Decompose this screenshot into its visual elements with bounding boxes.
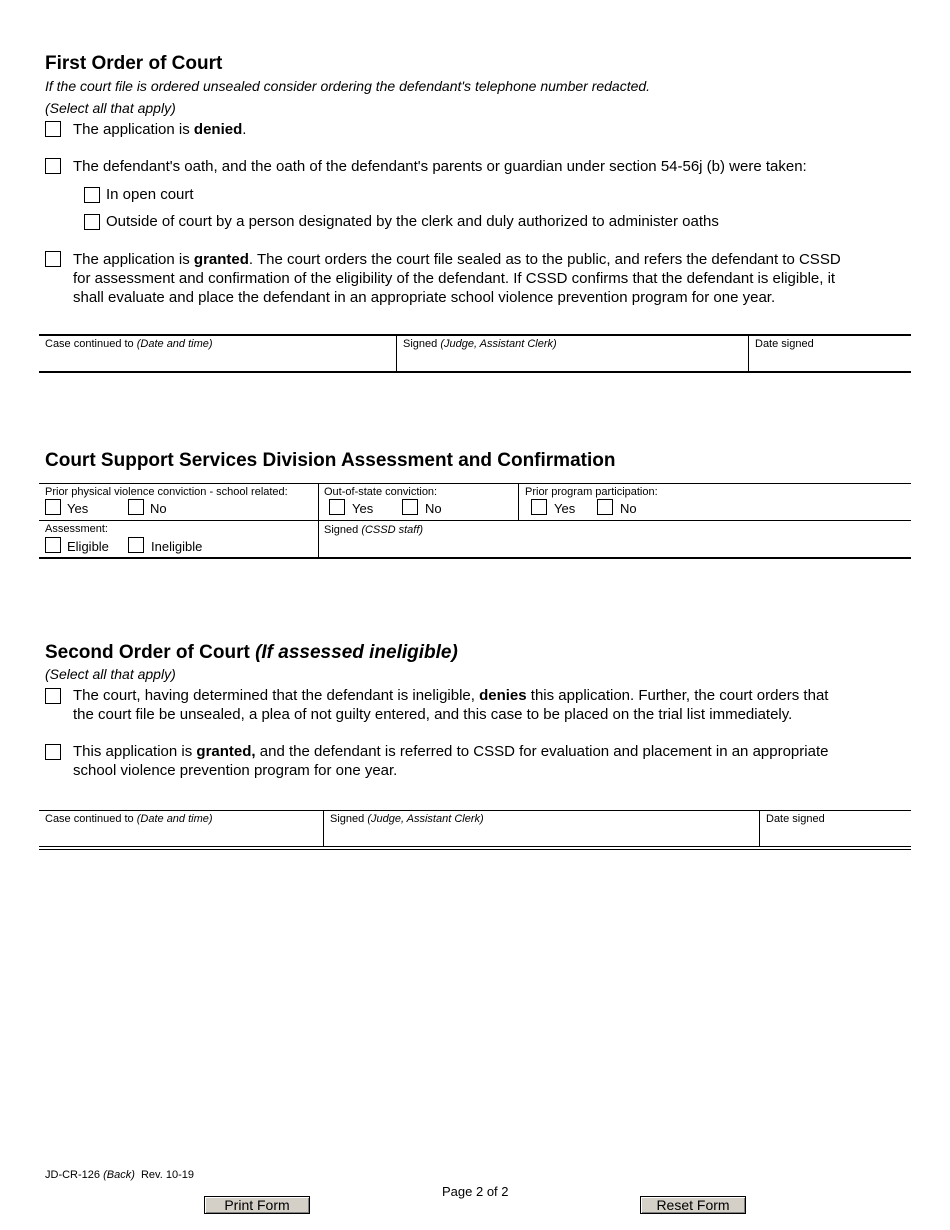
outside-court-checkbox[interactable]: [84, 214, 100, 230]
prior-program-yes-checkbox[interactable]: [531, 499, 547, 515]
sig-row-2-divider: [759, 811, 760, 846]
out-of-state-no-checkbox[interactable]: [402, 499, 418, 515]
sig-row-divider: [748, 336, 749, 371]
judge-signature-field-1[interactable]: Signed (Judge, Assistant Clerk): [403, 338, 557, 350]
reset-form-button[interactable]: Reset Form: [640, 1196, 746, 1214]
first-order-title: First Order of Court: [45, 53, 223, 74]
cssd-bottom-line: [39, 557, 911, 559]
cssd-divider: [318, 484, 319, 557]
out-of-state-yes-checkbox[interactable]: [329, 499, 345, 515]
prior-program-label: Prior program participation:: [525, 486, 658, 498]
out-of-state-yes-label: Yes: [352, 501, 374, 516]
cssd-top-line: [39, 483, 911, 484]
prior-program-no-checkbox[interactable]: [597, 499, 613, 515]
prior-program-yes-label: Yes: [554, 501, 576, 516]
prior-violence-no-checkbox[interactable]: [128, 499, 144, 515]
eligible-checkbox[interactable]: [45, 537, 61, 553]
ineligible-checkbox[interactable]: [128, 537, 144, 553]
case-continued-field-2[interactable]: Case continued to (Date and time): [45, 813, 213, 825]
denied-checkbox[interactable]: [45, 121, 61, 137]
granted-text: The application is granted. The court orders the court file sealed as to the public, and refers the defendant to CSSD for assessment and confirmation of the eligibility of the defendant. If CSSD confirms that the defendant is eligible, it shall evaluate and place the defendant in an appropriate school violence prevention program for one year.: [73, 251, 841, 306]
eligible-label: Eligible: [67, 539, 109, 554]
denies-checkbox[interactable]: [45, 688, 61, 704]
sig-row-divider: [396, 336, 397, 371]
form-id: JD-CR-126 (Back) Rev. 10-19: [45, 1169, 194, 1181]
cssd-signature-field[interactable]: Signed (CSSD staff): [324, 524, 424, 536]
date-signed-field-2[interactable]: Date signed: [766, 813, 825, 825]
open-court-label: In open court: [106, 186, 194, 203]
cssd-title: Court Support Services Division Assessment and Confirmation: [45, 450, 616, 471]
prior-program-no-label: No: [620, 501, 637, 516]
unseal-note: If the court file is ordered unsealed consider ordering the defendant's telephone number redacted.: [45, 78, 651, 94]
out-of-state-no-label: No: [425, 501, 442, 516]
prior-violence-label: Prior physical violence conviction - school related:: [45, 486, 288, 498]
outside-court-label: Outside of court by a person designated by the clerk and duly authorized to administer oaths: [106, 213, 719, 230]
oath-checkbox[interactable]: [45, 158, 61, 174]
judge-signature-field-2[interactable]: Signed (Judge, Assistant Clerk): [330, 813, 484, 825]
granted-2-text: This application is granted, and the defendant is referred to CSSD for evaluation and placement in an appropriate school violence prevention program for one year.: [73, 743, 829, 779]
sig-row-2-divider: [323, 811, 324, 846]
assessment-label: Assessment:: [45, 523, 108, 535]
case-continued-field-1[interactable]: Case continued to (Date and time): [45, 338, 213, 350]
page-number: Page 2 of 2: [442, 1184, 509, 1199]
granted-checkbox[interactable]: [45, 251, 61, 267]
prior-violence-yes-label: Yes: [67, 501, 89, 516]
out-of-state-label: Out-of-state conviction:: [324, 486, 438, 498]
prior-violence-no-label: No: [150, 501, 167, 516]
date-signed-field-1[interactable]: Date signed: [755, 338, 814, 350]
print-form-button[interactable]: Print Form: [204, 1196, 310, 1214]
sig-row-2-bottom-line: [39, 846, 911, 847]
ineligible-label: Ineligible: [151, 539, 203, 554]
second-order-title: Second Order of Court (If assessed ineligible): [45, 642, 458, 663]
granted-2-checkbox[interactable]: [45, 744, 61, 760]
select-all-note: (Select all that apply): [45, 100, 176, 116]
prior-violence-yes-checkbox[interactable]: [45, 499, 61, 515]
denied-text: The application is denied.: [73, 121, 247, 138]
cssd-divider: [518, 484, 519, 520]
open-court-checkbox[interactable]: [84, 187, 100, 203]
sig-row-2-top-line: [39, 810, 911, 811]
cssd-mid-line: [39, 520, 911, 521]
sig-row-bottom-line: [39, 371, 911, 373]
sig-row-2-double-line: [39, 849, 911, 850]
sig-row-top-line: [39, 334, 911, 336]
denies-text: The court, having determined that the defendant is ineligible, denies this application. Further, the court orders that the court file be unsealed, a plea of not guilty entered, and this case to be placed on the trial list immediately.: [73, 687, 829, 723]
oath-text: The defendant's oath, and the oath of the defendant's parents or guardian under section 54-56j (b) were taken:: [73, 158, 807, 175]
select-all-note-2: (Select all that apply): [45, 666, 176, 682]
